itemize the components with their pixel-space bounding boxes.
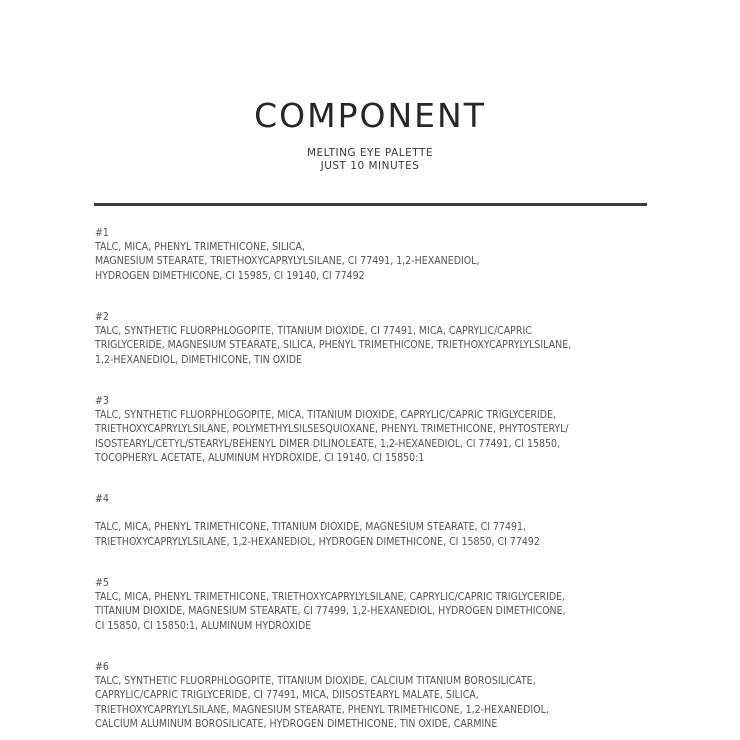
ingredient-line: MAGNESIUM STEARATE, TRIETHOXYCAPRYLYLSILANE, CI 77491, 1,2-HEXANEDIOL, xyxy=(95,255,480,268)
shade-label: #3 xyxy=(95,395,109,407)
ingredient-line: TALC, SYNTHETIC FLUORPHLOGOPITE, MICA, TITANIUM DIOXIDE, CAPRYLIC/CAPRIC TRIGLYCERIDE, xyxy=(95,409,557,422)
shade-label: #5 xyxy=(95,577,109,589)
subtitle-line-tagline: JUST 10 MINUTES xyxy=(320,160,420,172)
ingredient-line-blank xyxy=(95,506,695,520)
ingredient-block-5 xyxy=(95,576,695,633)
ingredient-line: 1,2-HEXANEDIOL, DIMETHICONE, TIN OXIDE xyxy=(95,353,302,366)
shade-label: #2 xyxy=(95,311,109,323)
shade-label: #4 xyxy=(95,493,109,505)
ingredient-line: TALC, SYNTHETIC FLUORPHLOGOPITE, TITANIUM DIOXIDE, CI 77491, MICA, CAPRYLIC/CAPRIC xyxy=(95,325,532,338)
ingredient-line: TOCOPHERYL ACETATE, ALUMINUM HYDROXIDE, CI 19140, CI 15850:1 xyxy=(95,451,425,464)
ingredient-line: CALCIUM ALUMINUM BOROSILICATE, HYDROGEN DIMETHICONE, TIN OXIDE, CARMINE xyxy=(95,717,498,730)
ingredient-line: TRIETHOXYCAPRYLYLSILANE, MAGNESIUM STEARATE, PHENYL TRIMETHICONE, 1,2-HEXANEDIOL, xyxy=(95,703,549,716)
ingredient-line: CI 15850, CI 15850:1, ALUMINUM HYDROXIDE xyxy=(95,619,312,632)
ingredient-line: TITANIUM DIOXIDE, MAGNESIUM STEARATE, CI 77499, 1,2-HEXANEDIOL, HYDROGEN DIMETHICONE, xyxy=(95,605,566,618)
shade-label: #6 xyxy=(95,661,109,673)
ingredient-line: CAPRYLIC/CAPRIC TRIGLYCERIDE, CI 77491, MICA, DIISOSTEARYL MALATE, SILICA, xyxy=(95,689,479,702)
subtitle-line-product: MELTING EYE PALETTE xyxy=(306,147,434,159)
ingredient-line: TRIGLYCERIDE, MAGNESIUM STEARATE, SILICA, PHENYL TRIMETHICONE, TRIETHOXYCAPRYLYLSILANE, xyxy=(95,339,572,352)
ingredient-line: HYDROGEN DIMETHICONE, CI 15985, CI 19140, CI 77492 xyxy=(95,269,365,282)
ingredient-line: TRIETHOXYCAPRYLYLSILANE, POLYMETHYLSILSESQUIOXANE, PHENYL TRIMETHICONE, PHYTOSTERYL/ xyxy=(95,423,569,436)
ingredient-line: ISOSTEARYL/CETYL/STEARYL/BEHENYL DIMER DILINOLEATE, 1,2-HEXANEDIOL, CI 77491, CI 15850, xyxy=(95,437,560,450)
ingredient-line: TALC, MICA, PHENYL TRIMETHICONE, TRIETHOXYCAPRYLYLSILANE, CAPRYLIC/CAPRIC TRIGLYCERIDE, xyxy=(95,591,566,604)
ingredient-block-4 xyxy=(95,492,695,549)
ingredient-line: TRIETHOXYCAPRYLYLSILANE, 1,2-HEXANEDIOL, HYDROGEN DIMETHICONE, CI 15850, CI 77492 xyxy=(95,535,540,548)
product-subtitle xyxy=(0,147,740,173)
ingredient-line: TALC, SYNTHETIC FLUORPHLOGOPITE, TITANIUM DIOXIDE, CALCIUM TITANIUM BOROSILICATE, xyxy=(95,675,536,688)
ingredient-block-6 xyxy=(95,660,695,731)
page-title: COMPONENT xyxy=(254,96,486,135)
ingredient-line: TALC, MICA, PHENYL TRIMETHICONE, SILICA, xyxy=(95,241,305,254)
ingredient-block-2 xyxy=(95,310,695,367)
header-divider xyxy=(94,203,647,206)
ingredient-block-3 xyxy=(95,394,695,465)
ingredient-block-1 xyxy=(95,226,695,283)
shade-label: #1 xyxy=(95,227,109,239)
ingredient-line: TALC, MICA, PHENYL TRIMETHICONE, TITANIUM DIOXIDE, MAGNESIUM STEARATE, CI 77491, xyxy=(95,521,527,534)
